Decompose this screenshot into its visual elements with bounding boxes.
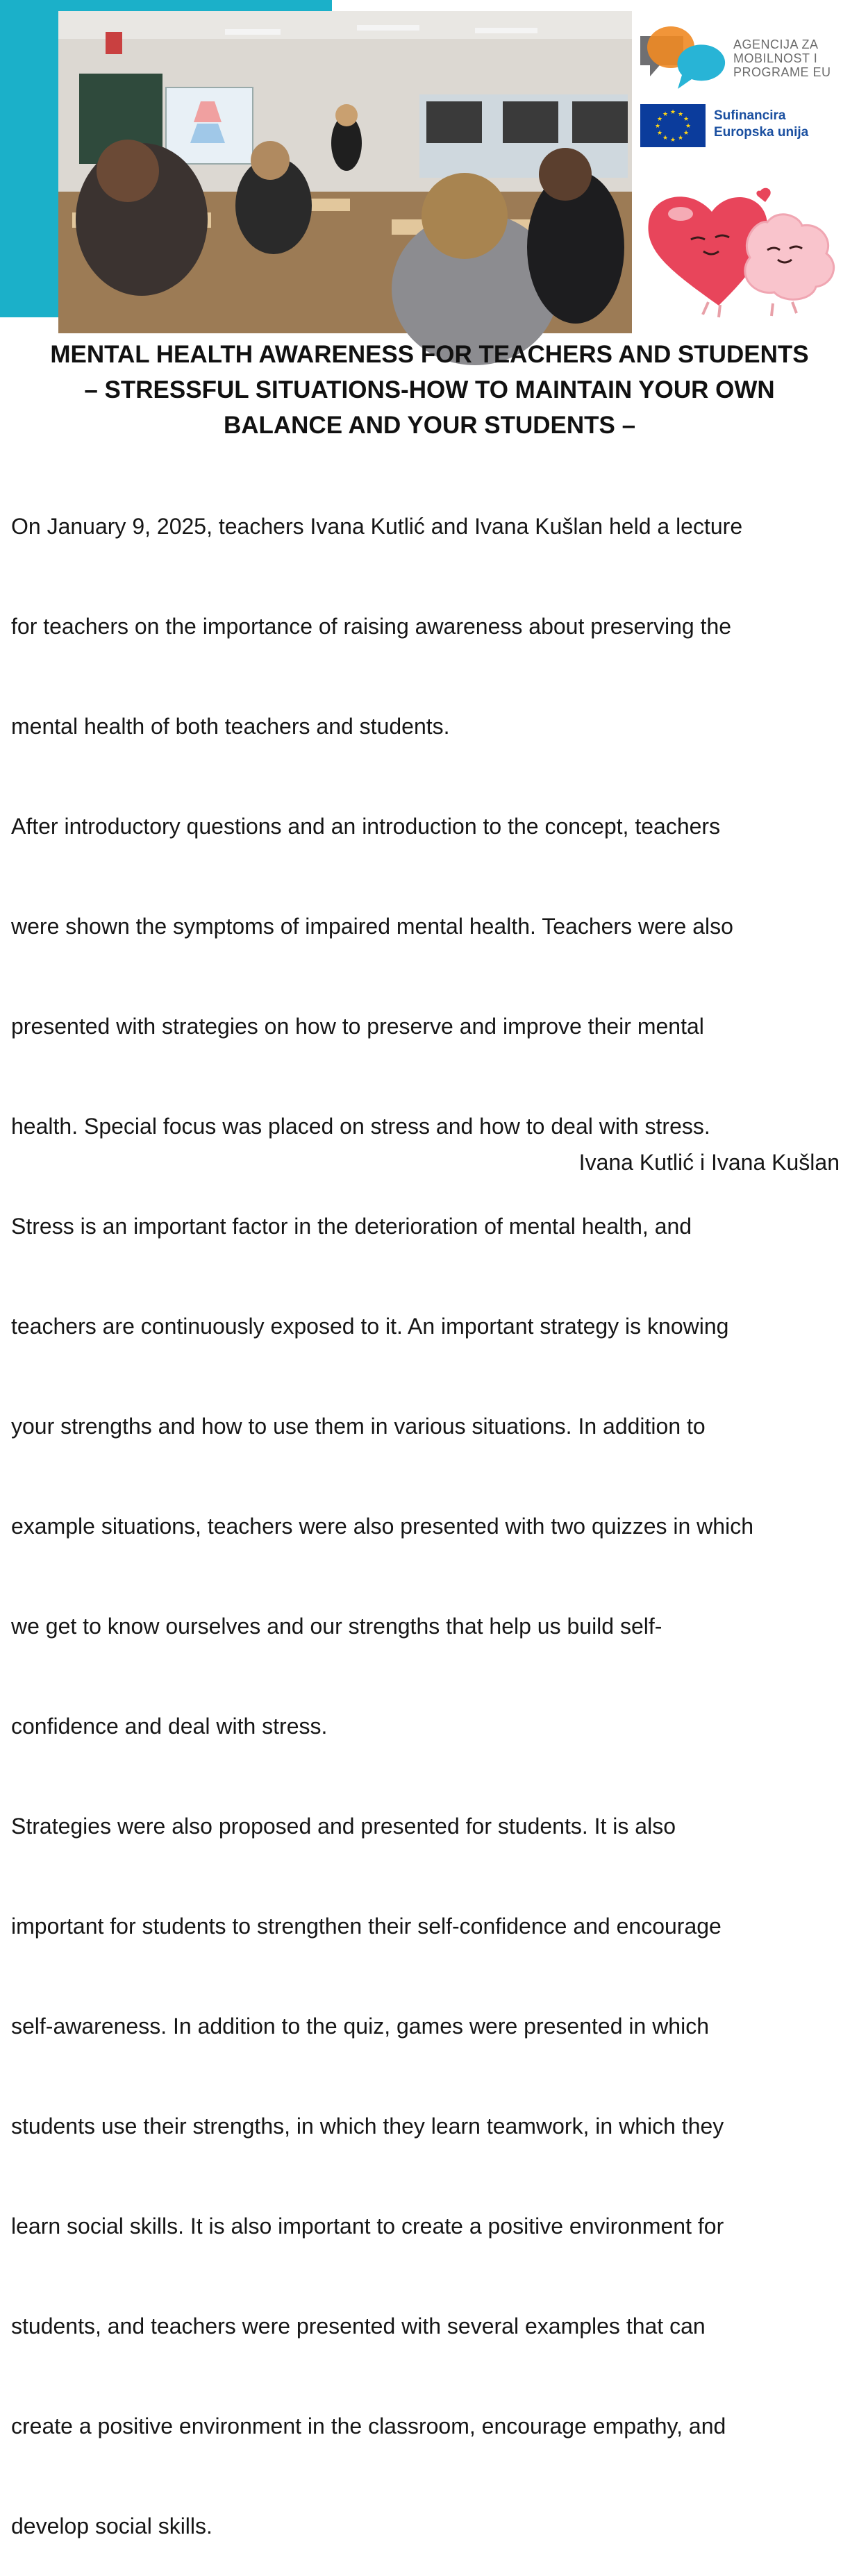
svg-text:★: ★	[677, 135, 684, 142]
svg-text:★: ★	[662, 135, 669, 142]
classroom-photo	[58, 11, 632, 333]
heart-brain-illustration	[642, 187, 851, 319]
body-line: were shown the symptoms of impaired mental health. Teachers were also	[11, 914, 733, 939]
agency-name-line: MOBILNOST I	[733, 51, 818, 65]
body-line: important for students to strengthen their self-confidence and encourage	[11, 1914, 722, 1939]
svg-text:★: ★	[683, 116, 690, 123]
agency-name-line: PROGRAME EU	[733, 65, 831, 79]
body-line: On January 9, 2025, teachers Ivana Kutlić and Ivana Kušlan held a lecture	[11, 514, 743, 539]
body-line: teachers are continuously exposed to it. An important strategy is knowing	[11, 1314, 729, 1339]
agency-name	[733, 37, 831, 79]
body-line: Strategies were also proposed and presented for students. It is also	[11, 1814, 676, 1839]
body-line: example situations, teachers were also presented with two quizzes in which	[11, 1514, 753, 1539]
eu-label-line: Europska unija	[714, 125, 809, 140]
body-line: After introductory questions and an introduction to the concept, teachers	[11, 814, 721, 839]
headline-line: BALANCE AND YOUR STUDENTS –	[223, 412, 636, 439]
body-line: Stress is an important factor in the deterioration of mental health, and	[11, 1214, 692, 1239]
body-line: mental health of both teachers and students.	[11, 714, 450, 739]
body-line: students, and teachers were presented with several examples that can	[11, 2314, 706, 2339]
svg-text:★: ★	[669, 109, 676, 116]
author-signature: Ivana Kutlić i Ivana Kušlan	[578, 1150, 840, 1175]
svg-text:★: ★	[662, 111, 669, 118]
agency-name-line: AGENCIJA ZA	[733, 37, 819, 51]
svg-text:★: ★	[685, 123, 692, 130]
body-line: learn social skills. It is also important to create a positive environment for	[11, 2214, 724, 2239]
body-line: develop social skills.	[11, 2514, 212, 2539]
eu-cofunded-label	[714, 108, 808, 141]
body-line: self-awareness. In addition to the quiz, games were presented in which	[11, 2014, 709, 2039]
body-line: health. Special focus was placed on stress and how to deal with stress.	[11, 1114, 710, 1139]
body-line: we get to know ourselves and our strengths that help us build self-	[11, 1614, 662, 1639]
svg-text:★: ★	[683, 130, 690, 137]
svg-text:★: ★	[656, 116, 663, 123]
body-line: for teachers on the importance of raising awareness about preserving the	[11, 614, 732, 639]
eu-flag-icon	[640, 104, 706, 147]
article-headline	[14, 337, 845, 443]
body-line: confidence and deal with stress.	[11, 1714, 328, 1739]
headline-line: – STRESSFUL SITUATIONS-HOW TO MAINTAIN YOUR OWN	[84, 376, 775, 403]
body-line: students use their strengths, in which they learn teamwork, in which they	[11, 2114, 724, 2139]
article-body	[11, 443, 851, 2576]
body-line: create a positive environment in the classroom, encourage empathy, and	[11, 2414, 726, 2439]
headline-line: MENTAL HEALTH AWARENESS FOR TEACHERS AND STUDENTS	[50, 341, 809, 368]
svg-text:★: ★	[677, 111, 684, 118]
body-line: your strengths and how to use them in various situations. In addition to	[11, 1414, 706, 1439]
body-line: presented with strategies on how to preserve and improve their mental	[11, 1014, 704, 1039]
svg-text:★: ★	[656, 130, 663, 137]
eu-label-line: Sufinancira	[714, 108, 786, 123]
svg-text:★: ★	[654, 123, 661, 130]
svg-text:★: ★	[669, 137, 676, 144]
